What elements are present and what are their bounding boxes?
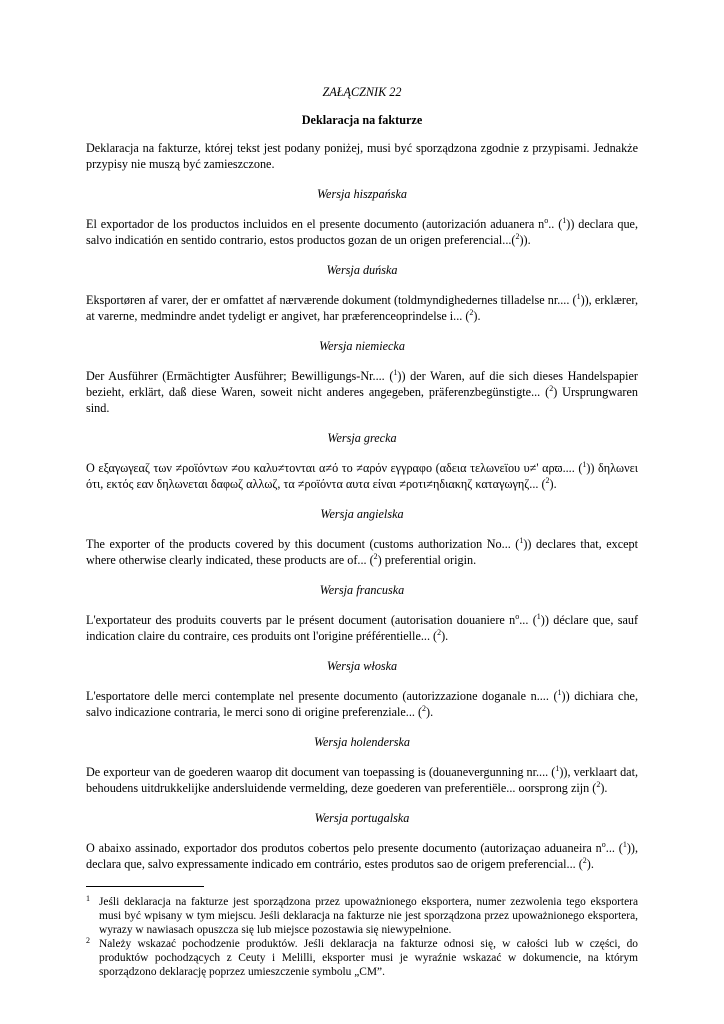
version-heading: Wersja hiszpańska <box>317 187 407 201</box>
footnote-reference: 2 <box>373 551 378 561</box>
footnote-reference: 1 <box>582 459 587 469</box>
text-segment: ... ( <box>605 841 623 855</box>
text-segment: L'esportatore delle merci contemplate nel presente documento (autorizzazione doganale n.... ( <box>86 689 558 703</box>
text-segment: The exporter of the products covered by this document (customs authorization No... ( <box>86 537 520 551</box>
footnote-number: 1 <box>86 894 90 903</box>
footnote <box>86 895 638 937</box>
footnote-reference: 1 <box>555 763 560 773</box>
intro-paragraph: Deklaracja na fakturze, której tekst jest podany poniżej, musi być sporządzona zgodnie z przypisami. Jednakże przypisy nie muszą być zamieszczone. <box>86 141 638 171</box>
annex-title: ZAŁĄCZNIK 22 <box>322 85 402 99</box>
footnote <box>86 937 638 979</box>
footnote-number: 2 <box>86 936 90 945</box>
version-heading: Wersja angielska <box>320 507 404 521</box>
text-segment: ... ( <box>519 613 537 627</box>
text-segment: ) Ursprungwaren sind. <box>86 385 638 415</box>
footnote-separator <box>86 886 204 887</box>
document-title: Deklaracja na fakturze <box>301 113 423 127</box>
version-heading: Wersja francuska <box>319 583 405 597</box>
footnote-reference: 1 <box>576 291 581 301</box>
footnote-reference: 1 <box>557 687 562 697</box>
version-heading: Wersja holenderska <box>313 735 411 749</box>
text-segment: )) déclare que, sauf indication claire du contraire, ces produits ont l'origine préférentielle... ( <box>86 613 639 643</box>
version-text <box>86 764 638 796</box>
version-text <box>86 840 638 872</box>
version-text <box>86 536 638 568</box>
text-segment: )) δηλωνει ότι, εκτός εαν δηλωνεται δαφωζ αλλωζ, τα ≠ροϊόντα αυτα είναι ≠ροτι≠ηδιακηζ καταγωγηζ... ( <box>86 461 638 491</box>
footnote-reference: 2 <box>469 307 474 317</box>
text-segment: El exportador de los productos incluidos en el presente documento (autorización aduanera n <box>86 217 545 231</box>
version-heading: Wersja duńska <box>326 263 398 277</box>
footnote-reference: 2 <box>545 475 550 485</box>
text-segment: ) preferential origin. <box>377 553 477 567</box>
footnote-text: Należy wskazać pochodzenie produktów. Jeśli deklaracja na fakturze odnosi się, w całości lub w części, do produktów pochodzących z Ceuty i Melilli, eksporter musi je wyraźnie wskazać w dokumencie, na którym sporządzono deklarację poprzez umieszczenie symbolu „CM”. <box>99 938 638 978</box>
footnote-reference: 2 <box>422 703 427 713</box>
version-heading: Wersja włoska <box>326 659 398 673</box>
footnote-reference: 2 <box>549 383 554 393</box>
text-segment: L'exportateur des produits couverts par le présent document (autorisation douaniere n <box>86 613 516 627</box>
footnote-reference: o <box>601 839 606 849</box>
version-heading: Wersja niemiecka <box>319 339 405 353</box>
footnote-reference: 1 <box>519 535 524 545</box>
text-segment: ). <box>473 309 481 323</box>
text-segment: ). <box>586 857 594 871</box>
text-segment: ). <box>426 705 434 719</box>
version-text <box>86 688 638 720</box>
text-segment: De exporteur van de goederen waarop dit document van toepassing is (douanevergunning nr.... ( <box>86 765 556 779</box>
text-segment: O abaixo assinado, exportador dos produtos cobertos pelo presente documento (autorizaçao aduaneira n <box>86 841 602 855</box>
footnote-reference: 2 <box>515 231 520 241</box>
footnote-reference: 1 <box>622 839 627 849</box>
text-segment: Ο εξαγωγεαζ των ≠ροϊόντων ≠ου καλυ≠τονται α≠ό το ≠αρόν εγγραφο (αδεια τελωνεϊου υ≠' αρϖ.... ( <box>86 461 583 475</box>
text-segment: ). <box>600 781 608 795</box>
text-segment: )) dichiara che, salvo indicazione contraria, le merci sono di origine preferenziale... ( <box>86 689 638 719</box>
text-segment: Eksportøren af varer, der er omfattet af nærværende dokument (toldmyndighedernes tilladelse nr.... ( <box>86 293 577 307</box>
version-heading: Wersja grecka <box>327 431 397 445</box>
text-segment: )), verklaart dat, behoudens uitdrukkelijke andersluidende vermelding, deze goederen van preferentiële... oorsprong zijn ( <box>86 765 639 795</box>
text-segment: )). <box>519 233 531 247</box>
footnote-reference: 1 <box>536 611 541 621</box>
text-segment: ). <box>549 477 557 491</box>
version-text <box>86 216 638 248</box>
version-text <box>86 292 638 324</box>
text-segment: Der Ausführer (Ermächtigter Ausführer; Bewilligungs-Nr.... ( <box>86 369 394 383</box>
footnote-text: Jeśli deklaracja na fakturze jest sporządzona przez upoważnionego eksportera, numer zezwolenia tego eksportera musi być wpisany w tym miejscu. Jeśli deklaracja na fakturze nie jest sporządzona przez upoważnionego eksportera, wyrazy w nawiasach opuszcza się lub miejsce pozostawia się niewypełnione. <box>99 896 638 936</box>
text-segment: )) declares that, except where otherwise clearly indicated, these products are of... ( <box>86 537 638 567</box>
footnote-reference: 2 <box>596 779 601 789</box>
footnote-reference: o <box>515 611 520 621</box>
text-segment: )), declara que, salvo expressamente indicado em contrário, estes produtos sao de origem preferencial... ( <box>86 841 639 871</box>
text-segment: .. ( <box>548 217 563 231</box>
footnote-reference: 2 <box>582 855 587 865</box>
language-versions <box>86 186 638 872</box>
footnote-reference: 2 <box>437 627 442 637</box>
version-text <box>86 368 638 416</box>
version-text <box>86 460 638 492</box>
text-segment: )) der Waren, auf die sich dieses Handelspapier bezieht, erklärt, daß diese Waren, soweit nicht anderes angegeben, präferenzbegünstigte... ( <box>86 369 638 399</box>
footnotes <box>86 895 638 979</box>
text-segment: )) declara que, salvo indicatión en sentido contrario, estos productos gozan de un origen preferencial...( <box>86 217 639 247</box>
version-heading: Wersja portugalska <box>314 811 410 825</box>
footnote-reference: 1 <box>562 215 567 225</box>
document-page <box>86 84 638 979</box>
version-text <box>86 612 638 644</box>
text-segment: ). <box>441 629 449 643</box>
footnote-reference: o <box>544 215 549 225</box>
text-segment: )), erklærer, at varerne, medmindre andet tydeligt er angivet, har præferenceoprindelse i... ( <box>86 293 638 323</box>
footnote-reference: 1 <box>393 367 398 377</box>
